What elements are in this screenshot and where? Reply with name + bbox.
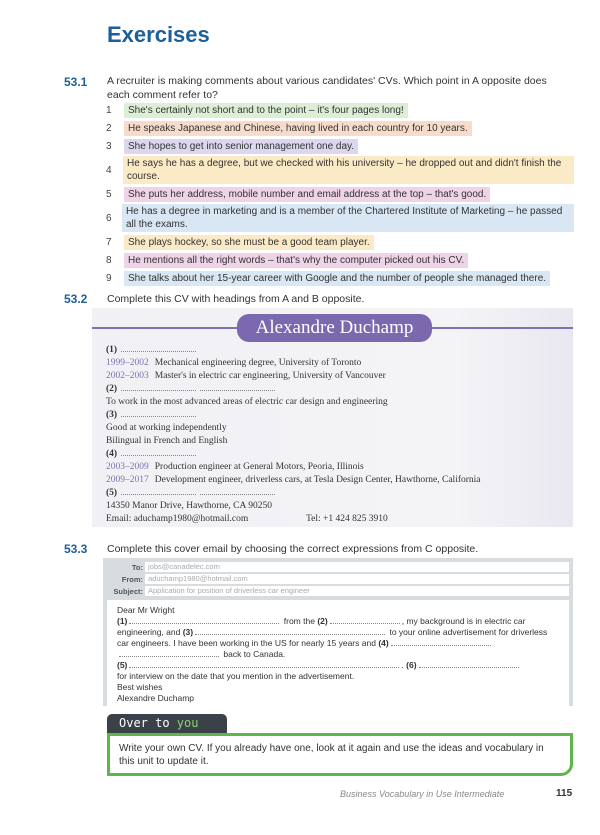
tab-label-highlight: you [176,716,199,730]
page-number: 115 [556,788,573,799]
list-item [104,156,574,184]
email-window [103,558,573,706]
answer-blank[interactable] [200,487,275,495]
to-field[interactable]: jobs@canadelec.com [145,562,569,572]
entry: Bilingual in French and English [106,436,228,446]
list-item [104,270,574,286]
answer-blank[interactable] [419,667,519,668]
list-item [104,138,574,154]
email: Email: aduchamp1980@hotmail.com [106,514,249,524]
blank-2: (2) [317,616,328,626]
item-number: 6 [106,212,112,224]
blank-6: (6) [406,660,417,670]
subject-label: Subject: [113,586,143,596]
text: . [401,660,404,670]
comment-text: She's certainly not short and to the point – it's four pages long! [124,103,408,118]
book-title: Business Vocabulary in Use Intermediate [340,789,505,799]
text: back to Canada. [223,649,286,659]
exercise-number: 53.3 [64,542,88,556]
tab-label: Over to [119,716,177,730]
list-item [104,120,574,136]
text: from the [283,616,315,626]
exercise-instruction: A recruiter is making comments about various candidates' CVs. Which point in A opposite does each comment refer to? [107,75,547,101]
email-body [107,600,569,708]
signature: Alexandre Duchamp [117,693,195,703]
heading-blank-1: (1) [106,345,118,355]
entry: Development engineer, driverless cars, at Tesla Design Center, Hawthorne, California [154,475,481,485]
entry: Mechanical engineering degree, University of Toronto [154,358,362,368]
date: 2002–2003 [106,371,149,381]
item-number: 4 [106,164,112,176]
item-number: 1 [106,104,112,116]
heading-blank-4: (4) [106,449,118,459]
date: 2009–2017 [106,475,149,485]
text: for interview on the date that you mention in the advertisement. [117,671,355,681]
address: 14350 Manor Drive, Hawthorne, CA 90250 [106,501,272,511]
list-item [104,186,574,202]
exercise-number: 53.2 [64,292,88,306]
answer-blank[interactable] [200,383,275,391]
blank-1: (1) [117,616,128,626]
comment-list [104,102,574,288]
greeting: Dear Mr Wright [117,605,175,615]
comment-text: She puts her address, mobile number and email address at the top – that's good. [124,187,490,202]
item-number: 5 [106,188,112,200]
blank-4: (4) [378,638,389,648]
answer-blank[interactable] [119,656,219,657]
from-label: From: [121,574,143,584]
list-item [104,252,574,268]
text: , my background is in electric car engineering, and [117,616,526,637]
item-number: 8 [106,254,112,266]
entry: Good at working independently [106,423,227,433]
answer-blank[interactable] [330,623,400,624]
exercise-instruction: Complete this cover email by choosing the correct expressions from C opposite. [107,543,479,555]
item-number: 2 [106,122,112,134]
blank-3: (3) [182,627,194,637]
entry: Production engineer at General Motors, Peoria, Illinois [154,462,364,472]
cv-name: Alexandre Duchamp [237,314,432,342]
item-number: 3 [106,140,112,152]
answer-blank[interactable] [195,634,385,635]
heading-blank-2: (2) [106,384,118,394]
comment-text: He mentions all the right words – that's why the computer picked out his CV. [124,253,468,268]
comment-text: She hopes to get into senior management one day. [124,139,358,154]
over-to-you-box: Write your own CV. If you already have one, look at it again and use the ideas and vocabulary in this unit to update it. [107,733,573,776]
to-label: To: [131,562,143,572]
heading-blank-5: (5) [106,488,118,498]
from-field[interactable]: aduchamp1980@hotmail.com [145,574,569,584]
comment-text: He has a degree in marketing and is a member of the Chartered Institute of Marketing – he passed all the exams. [122,204,574,232]
phone: Tel: +1 424 825 3910 [306,514,388,524]
comment-text: She talks about her 15-year career with Google and the number of people she managed there. [124,271,550,286]
answer-blank[interactable] [121,409,196,417]
answer-blank[interactable] [121,448,196,456]
item-number: 9 [106,272,112,284]
answer-blank[interactable] [129,667,399,668]
date: 1999–2002 [106,358,149,368]
closing: Best wishes [117,682,163,692]
cv-document [92,308,573,527]
answer-blank[interactable] [121,344,196,352]
blank-5: (5) [117,660,128,670]
list-item [104,102,574,118]
text: to your online advertisement for driverless car engineers. I have been working in the US for nearly 15 years and [117,627,548,648]
comment-text: He speaks Japanese and Chinese, having lived in each country for 10 years. [124,121,472,136]
comment-text: She plays hockey, so she must be a good team player. [124,235,374,250]
exercise-instruction: Complete this CV with headings from A and B opposite. [107,293,365,305]
answer-blank[interactable] [129,623,279,624]
answer-blank[interactable] [121,487,196,495]
heading-blank-3: (3) [106,410,118,420]
item-number: 7 [106,236,112,248]
list-item [104,204,574,232]
entry: Master's in electric car engineering, University of Vancouver [154,371,386,381]
subject-field[interactable]: Application for position of driverless car engineer [145,586,569,596]
page-title: Exercises [107,22,210,47]
list-item [104,234,574,250]
answer-blank[interactable] [121,383,196,391]
over-to-you-tab [107,714,227,733]
exercise-number: 53.1 [64,75,88,89]
answer-blank[interactable] [391,645,491,646]
comment-text: He says he has a degree, but we checked with his university – he dropped out and didn't finish the course. [123,156,574,184]
entry: To work in the most advanced areas of electric car design and engineering [106,397,388,407]
date: 2003–2009 [106,462,149,472]
